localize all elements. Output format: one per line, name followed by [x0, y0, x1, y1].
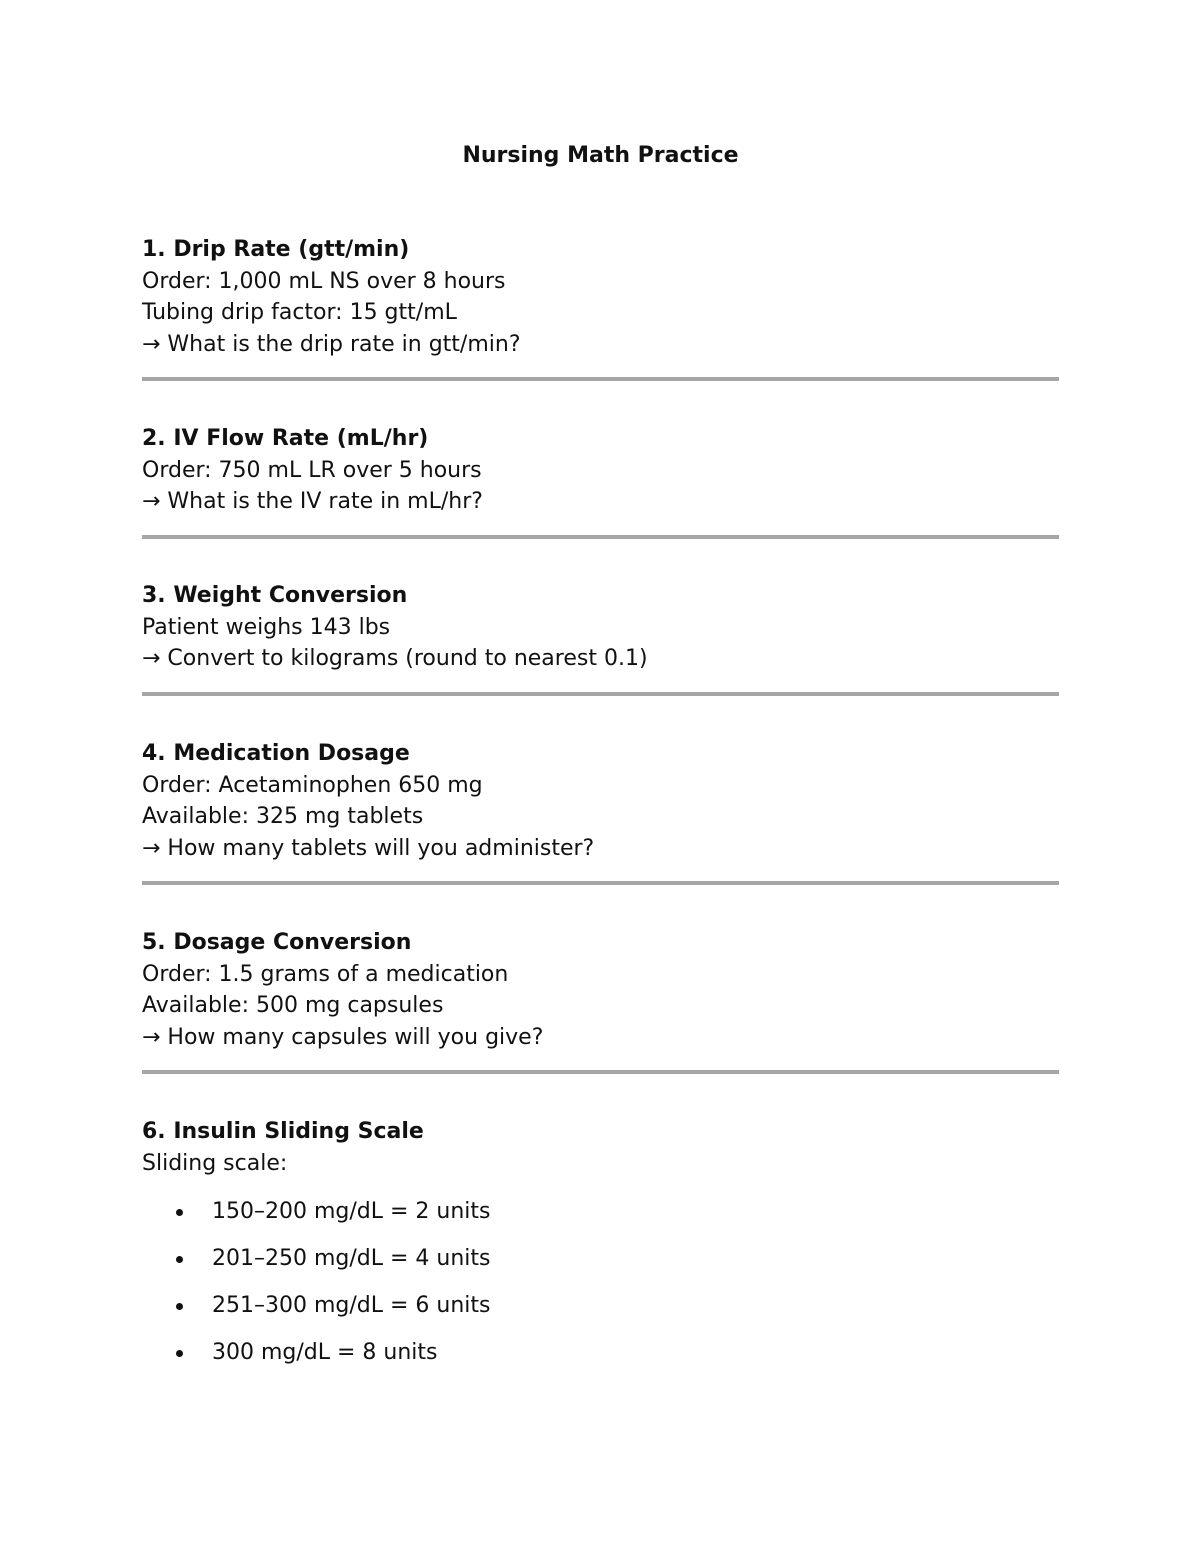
section-divider: [142, 692, 1059, 696]
section-question: → How many tablets will you administer?: [142, 835, 595, 861]
list-item: [142, 1196, 1059, 1243]
section-iv-flow-rate: [142, 423, 1059, 518]
section-line: Order: 1,000 mL NS over 8 hours: [142, 268, 506, 294]
section-line: Order: 1.5 grams of a medication: [142, 961, 509, 987]
list-item-text: 201–250 mg/dL = 4 units: [212, 1246, 491, 1271]
bullet-icon: [176, 1350, 183, 1357]
section-question: → What is the IV rate in mL/hr?: [142, 489, 483, 514]
section-heading: 5. Dosage Conversion: [142, 930, 412, 955]
list-item-text: 300 mg/dL = 8 units: [212, 1340, 438, 1365]
list-item: [142, 1337, 1059, 1384]
section-divider: [142, 535, 1059, 539]
bullet-icon: [176, 1209, 183, 1216]
list-item-text: 251–300 mg/dL = 6 units: [212, 1293, 491, 1318]
section-line: Patient weighs 143 lbs: [142, 614, 391, 640]
bullet-icon: [176, 1256, 183, 1263]
section-medication-dosage: [142, 738, 1059, 864]
section-question: → How many capsules will you give?: [142, 1024, 544, 1050]
section-divider: [142, 377, 1059, 381]
section-line: Order: 750 mL LR over 5 hours: [142, 457, 482, 483]
section-divider: [142, 1070, 1059, 1074]
section-insulin-sliding-scale: [142, 1116, 1059, 1179]
section-heading: 6. Insulin Sliding Scale: [142, 1119, 424, 1144]
section-dosage-conversion: [142, 927, 1059, 1053]
section-question: → What is the drip rate in gtt/min?: [142, 331, 521, 357]
section-line: Available: 500 mg capsules: [142, 993, 444, 1018]
sliding-scale-list: [142, 1196, 1059, 1384]
list-item-text: 150–200 mg/dL = 2 units: [212, 1199, 491, 1224]
section-weight-conversion: [142, 580, 1059, 675]
bullet-icon: [176, 1303, 183, 1310]
list-item: [142, 1243, 1059, 1290]
section-line: Sliding scale:: [142, 1150, 288, 1176]
section-line: Order: Acetaminophen 650 mg: [142, 772, 483, 798]
list-item: [142, 1290, 1059, 1337]
section-question: → Convert to kilograms (round to nearest 0.1): [142, 646, 648, 671]
section-heading: 1. Drip Rate (gtt/min): [142, 237, 410, 262]
section-line: Tubing drip factor: 15 gtt/mL: [142, 300, 457, 325]
section-heading: 2. IV Flow Rate (mL/hr): [142, 426, 429, 451]
document-title: Nursing Math Practice: [462, 143, 739, 168]
section-line: Available: 325 mg tablets: [142, 804, 424, 829]
section-divider: [142, 881, 1059, 885]
section-heading: 3. Weight Conversion: [142, 583, 408, 608]
section-heading: 4. Medication Dosage: [142, 741, 410, 766]
section-drip-rate: [142, 234, 1059, 360]
